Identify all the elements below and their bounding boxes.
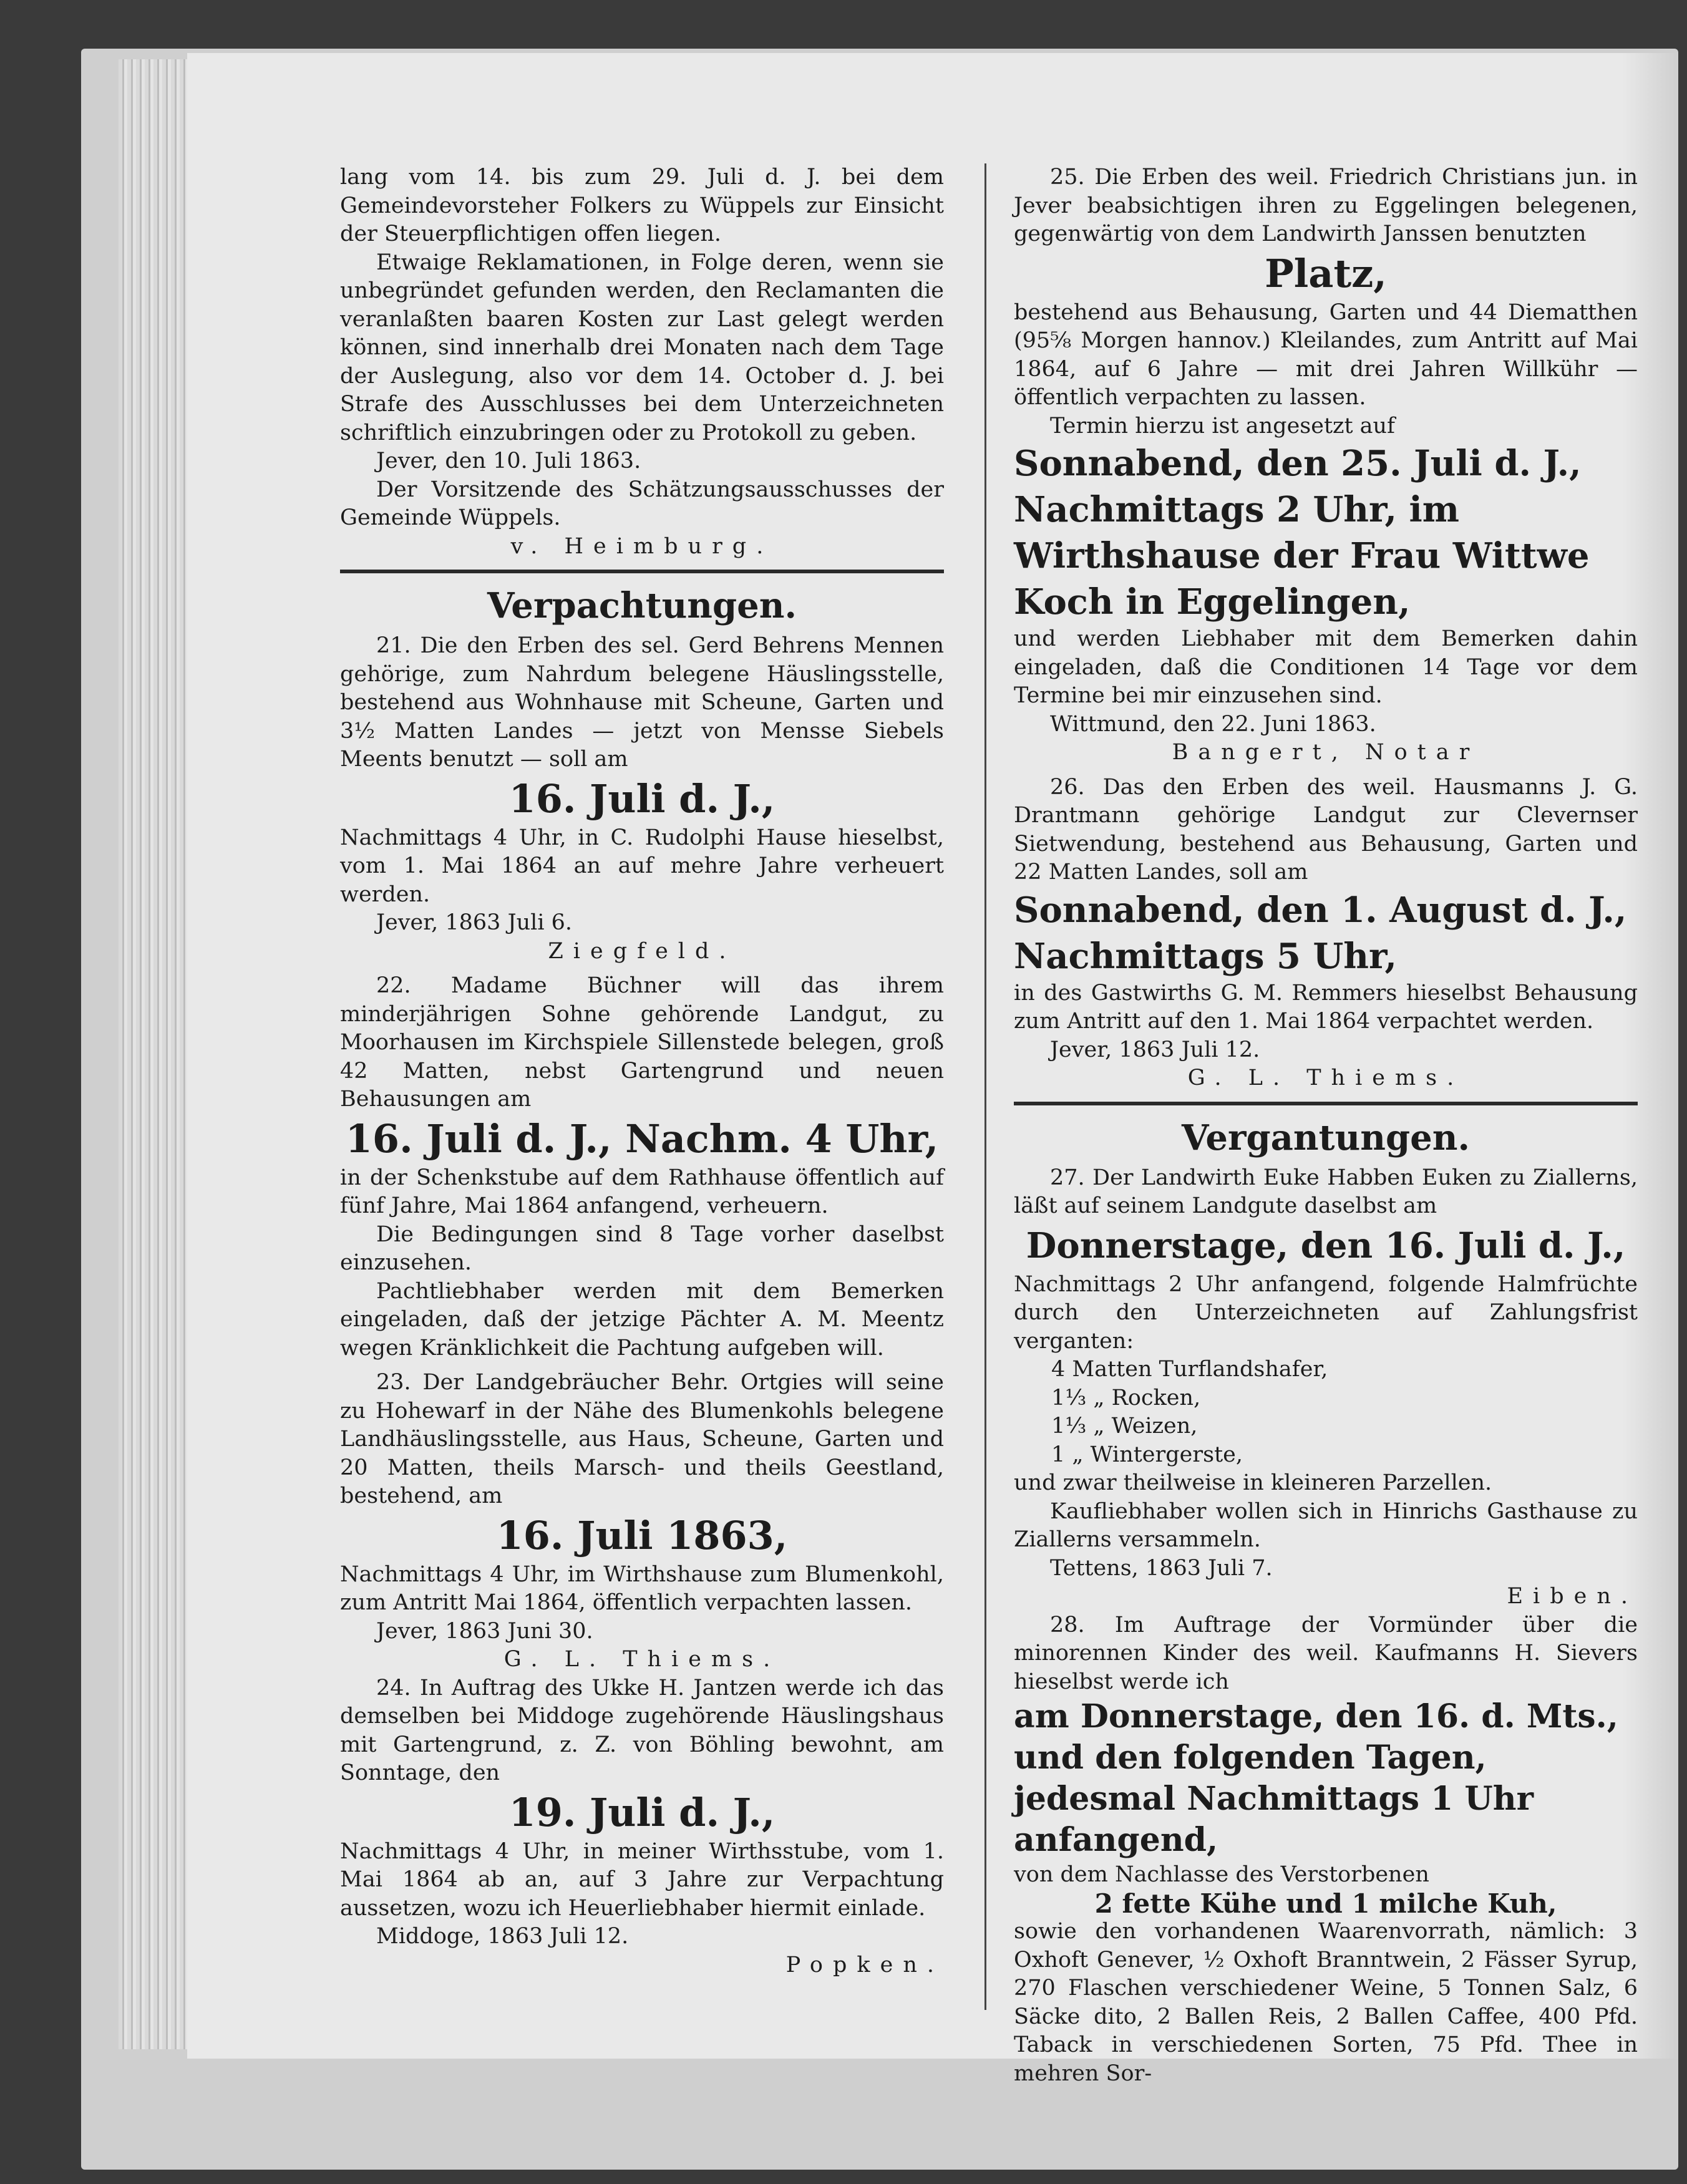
notice-26-date: Sonnabend, den 1. August d. J.,	[1014, 889, 1627, 931]
section-heading: Verpachtungen.	[487, 585, 797, 626]
signature: G. L. Thiems.	[1187, 1065, 1464, 1090]
paragraph: Termin hierzu ist angesetzt auf	[1050, 413, 1396, 439]
section-rule	[340, 570, 944, 573]
notice-25: 25. Die Erben des weil. Friedrich Christians jun. in Jever beabsichtigen ihren zu Eggelingen belegenen, gegenwärtig von dem Landwirth Janssen benutzten	[1014, 165, 1638, 246]
signature: Eiben.	[1507, 1584, 1638, 1609]
signature: Bangert, Notar	[1172, 740, 1480, 765]
section-rule	[1014, 1102, 1638, 1105]
signature: Popken.	[785, 1952, 944, 1978]
notice-26-time: Nachmittags 5 Uhr,	[1014, 935, 1397, 977]
paragraph: von dem Nachlasse des Verstorbenen	[1014, 1862, 1429, 1887]
notice-28: 28. Im Auftrage der Vormünder über die minorennen Kinder des weil. Kaufmanns H. Sievers hieselbst werde ich	[1014, 1612, 1638, 1694]
dateline: Jever, 1863 Juli 6.	[376, 910, 573, 935]
paragraph: in des Gastwirths G. M. Remmers hieselbst Behausung zum Antritt auf den 1. Mai 1864 verpachtet werden.	[1014, 980, 1638, 1034]
notice-27: 27. Der Landwirth Euke Habben Euken zu Ziallerns, läßt auf seinem Landgute daselbst am	[1014, 1165, 1638, 1218]
dateline: Middoge, 1863 Juli 12.	[376, 1924, 629, 1949]
dateline: Jever, 1863 Juni 30.	[376, 1618, 593, 1644]
notice-22-date: 16. Juli d. J., Nachm. 4 Uhr,	[345, 1115, 939, 1162]
paragraph: Nachmittags 4 Uhr, in meiner Wirthsstube, vom 1. Mai 1864 ab an, auf 3 Jahre zur Verpachtung aussetzen, wozu ich Heuerliebhaber hiermit einlade.	[340, 1838, 944, 1921]
paragraph: Etwaige Reklamationen, in Folge deren, wenn sie unbegründet gefunden werden, den Reclamanten die veranlaßten baaren Kosten zur Last gelegt werden können, sind innerhalb drei Monaten nach dem Tage der Auslegung, also vor dem 14. October d. J. bei Strafe des Ausschlusses bei dem Unterzeichneten schriftlich einzubringen oder zu Protokoll zu geben.	[340, 250, 944, 445]
notice-23: 23. Der Landgebräucher Behr. Ortgies will seine zu Hohewarf in der Nähe des Blumenkohls belegene Landhäuslingsstelle, aus Haus, Scheune, Garten und 20 Matten, theils Marsch- und theils Geestland, bestehend, am	[340, 1370, 944, 1508]
notice-28-date: am Donnerstage, den 16. d. Mts., und den folgenden Tagen, jedesmal Nachmittags 1 Uhr anfangend,	[1014, 1697, 1618, 1859]
page-edges	[119, 59, 187, 2049]
left-column	[340, 163, 944, 1979]
paragraph: und zwar theilweise in kleineren Parzellen.	[1014, 1470, 1492, 1495]
notice-21: 21. Die den Erben des sel. Gerd Behrens Mennen gehörige, zum Nahrdum belegene Häuslingsstelle, bestehend aus Wohnhause mit Scheune, Garten und 3½ Matten Landes — jetzt von Mensse Siebels Meents benutzt — soll am	[340, 633, 944, 772]
paragraph: Kaufliebhaber wollen sich in Hinrichs Gasthause zu Ziallerns versammeln.	[1014, 1498, 1638, 1552]
paragraph: Nachmittags 4 Uhr, im Wirthshause zum Blumenkohl, zum Antritt Mai 1864, öffentlich verpachten lassen.	[340, 1561, 944, 1615]
notice-21-date: 16. Juli d. J.,	[508, 775, 775, 822]
section-heading: Vergantungen.	[1182, 1117, 1470, 1158]
paragraph: Nachmittags 4 Uhr, in C. Rudolphi Hause hieselbst, vom 1. Mai 1864 an auf mehre Jahre verheuert werden.	[340, 825, 944, 907]
paragraph: Nachmittags 2 Uhr anfangend, folgende Halmfrüchte durch den Unterzeichneten auf Zahlungsfrist verganten:	[1014, 1271, 1638, 1354]
notice-22: 22. Madame Büchner will das ihrem minderjährigen Sohne gehörende Landgut, zu Moorhausen im Kirchspiele Sillenstede belegen, groß 42 Matten, nebst Gartengrund und neuen Behausungen am	[340, 973, 944, 1112]
signature: v. Heimburg.	[510, 533, 774, 559]
dateline: Jever, den 10. Juli 1863.	[376, 449, 641, 473]
column-divider	[984, 163, 986, 2010]
paragraph: Der Vorsitzende des Schätzungsausschusses der Gemeinde Wüppels.	[340, 477, 944, 530]
notice-27-date: Donnerstage, den 16. Juli d. J.,	[1026, 1225, 1626, 1266]
notice-28-livestock: 2 fette Kühe und 1 milche Kuh,	[1094, 1888, 1557, 1919]
dateline: Jever, 1863 Juli 12.	[1050, 1037, 1260, 1062]
notice-25-word: Platz,	[1265, 250, 1387, 296]
paragraph: lang vom 14. bis zum 29. Juli d. J. bei dem Gemeindevorsteher Folkers zu Wüppels zur Einsicht der Steuerpflichtigen offen liegen.	[340, 165, 944, 246]
paragraph: bestehend aus Behausung, Garten und 44 Diematthen (95⅝ Morgen hannov.) Kleilandes, zum Antritt auf Mai 1864, auf 6 Jahre — mit drei Jahren Willkühr — öffentlich verpachten zu lassen.	[1014, 299, 1638, 410]
notice-24-date: 19. Juli d. J.,	[508, 1789, 775, 1835]
paragraph: in der Schenkstube auf dem Rathhause öffentlich auf fünf Jahre, Mai 1864 anfangend, verheuern.	[340, 1165, 944, 1218]
list-item: 4 Matten Turflandshafer,	[1051, 1357, 1328, 1382]
paragraph: und werden Liebhaber mit dem Bemerken dahin eingeladen, daß die Conditionen 14 Tage vor dem Termine bei mir einzusehen sind.	[1014, 626, 1638, 708]
dateline: Wittmund, den 22. Juni 1863.	[1050, 711, 1376, 737]
dateline: Tettens, 1863 Juli 7.	[1050, 1555, 1273, 1581]
signature: Ziegfeld.	[548, 938, 736, 964]
list-item: 1 „ Wintergerste,	[1051, 1442, 1243, 1467]
paragraph: sowie den vorhandenen Waarenvorrath, nämlich: 3 Oxhoft Genever, ½ Oxhoft Branntwein, 2 Fässer Syrup, 270 Flaschen verschiedener Weine, 5 Tonnen Salz, 6 Säcke dito, 2 Ballen Reis, 2 Ballen Caffee, 400 Pfd. Taback in verschiedenen Sorten, 75 Pfd. Thee in mehren Sor-	[1014, 1919, 1638, 2086]
paragraph: Die Bedingungen sind 8 Tage vorher daselbst einzusehen.	[340, 1221, 944, 1275]
notice-26: 26. Das den Erben des weil. Hausmanns J. G. Drantmann gehörige Landgut zur Clevernser Sietwendung, bestehend aus Behausung, Garten und 22 Matten Landes, soll am	[1014, 774, 1638, 885]
notice-24: 24. In Auftrag des Ukke H. Jantzen werde ich das demselben bei Middoge zugehörende Häuslingshaus mit Gartengrund, z. Z. von Böhling bewohnt, am Sonntage, den	[340, 1675, 944, 1785]
list-item: 1⅓ „ Rocken,	[1051, 1385, 1201, 1410]
right-column	[1014, 163, 1638, 2088]
notice-25-date: Sonnabend, den 25. Juli d. J., Nachmittags 2 Uhr, im Wirthshause der Frau Wittwe Koch in Eggelingen,	[1014, 443, 1590, 623]
signature: G. L. Thiems.	[503, 1647, 780, 1672]
paragraph: Pachtliebhaber werden mit dem Bemerken eingeladen, daß der jetzige Pächter A. M. Meentz wegen Kränklichkeit die Pachtung aufgeben will.	[340, 1278, 944, 1361]
list-item: 1⅓ „ Weizen,	[1051, 1414, 1198, 1439]
notice-23-date: 16. Juli 1863,	[496, 1512, 788, 1558]
